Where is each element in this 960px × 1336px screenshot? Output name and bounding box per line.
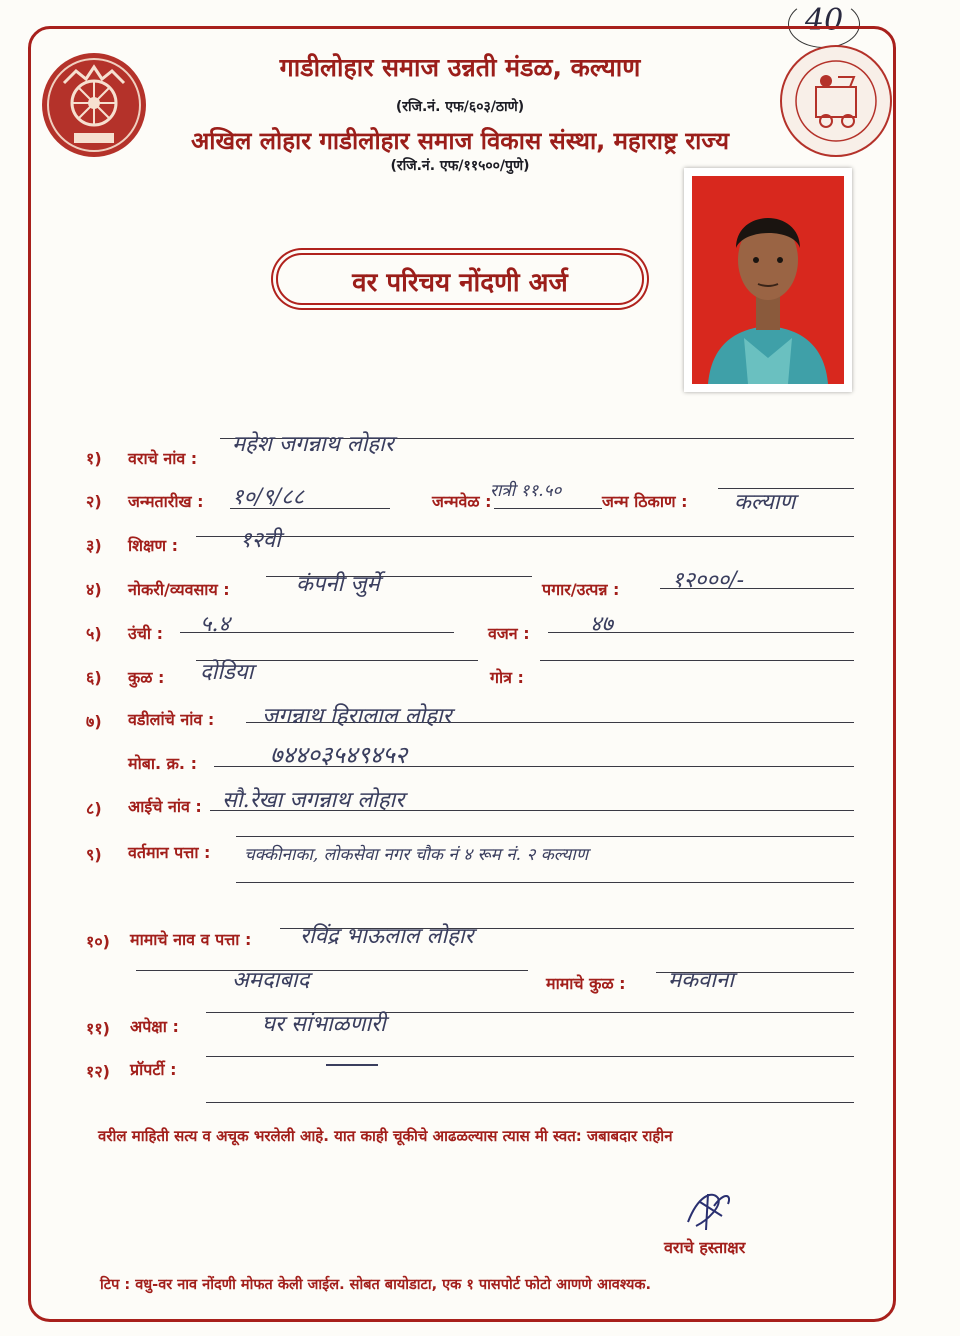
gotra-label: गोत्र : [490, 668, 524, 687]
field2-number: २) [86, 492, 102, 511]
left-logo-seal [42, 53, 146, 157]
field8-number: ८) [86, 799, 102, 818]
groom-signature-icon [678, 1186, 738, 1234]
maternal-uncle-address-line [136, 970, 528, 971]
maternal-uncle-address-value: अमदाबाद [232, 968, 310, 993]
birthdate-label: जन्मतारीख : [128, 492, 204, 511]
field1-label: वराचे नांव : [128, 449, 198, 468]
father-name-value: जगन्नाथ हिरालाल लोहार [262, 704, 452, 729]
expectation-label: अपेक्षा : [130, 1017, 179, 1036]
occupation-value: कंपनी जुर्मे [296, 572, 380, 597]
weight-label: वजन : [488, 624, 530, 643]
field3-number: ३) [86, 536, 102, 555]
form-title: वर परिचय नोंदणी अर्ज [352, 268, 568, 298]
stamp-number: 40 [805, 3, 844, 38]
birth-time-value: रात्री ११.५० [490, 481, 562, 501]
birthdate-value: १०/९/८८ [232, 485, 305, 510]
signature-label: वराचे हस्ताक्षर [664, 1238, 746, 1257]
address-line-1 [236, 836, 854, 837]
father-name-label: वडीलांचे नांव : [128, 710, 215, 729]
maternal-uncle-label: मामाचे नाव व पत्ता : [130, 930, 252, 949]
maternal-clan-label: मामाचे कुळ : [546, 974, 626, 993]
birth-time-label: जन्मवेळ : [432, 492, 492, 511]
samaj-emblem-icon [782, 47, 890, 155]
field12-number: १२) [86, 1062, 110, 1081]
groom-passport-photo [684, 168, 852, 392]
occupation-label: नोकरी/व्यवसाय : [128, 580, 230, 599]
height-value: ५.४ [200, 612, 230, 637]
field1-number: १) [86, 449, 102, 468]
education-label: शिक्षण : [128, 536, 179, 555]
form-title-box [276, 253, 644, 305]
birth-time-line [494, 508, 602, 509]
org1-title: गाडीलोहार समाज उन्नती मंडळ, कल्याण [279, 53, 641, 82]
gotra-line [540, 660, 854, 661]
mother-name-label: आईचे नांव : [128, 797, 202, 816]
salary-label: पगार/उत्पन्न : [542, 580, 620, 599]
birth-place-label: जन्म ठिकाण : [602, 492, 688, 511]
clan-label: कुळ : [128, 668, 165, 687]
address-label: वर्तमान पत्ता : [128, 843, 211, 862]
clan-value: दोडिया [200, 660, 254, 685]
address-value: चक्कीनाका, लोकसेवा नगर चौक नं ४ रूम नं. २ कल्याण [244, 845, 589, 865]
field5-number: ५) [86, 624, 102, 643]
person-photo-icon [684, 168, 852, 392]
org2-title: अखिल लोहार गाडीलोहार समाज विकास संस्था, महाराष्ट्र राज्य [190, 127, 730, 155]
org2-registration: (रजि.नं. एफ/११५००/पुणे) [390, 158, 530, 174]
declaration-text: वरील माहिती सत्य व अचूक भरलेली आहे. यात काही चूकीचे आढळल्यास त्यास मी स्वत: जबाबदार राहीन [98, 1127, 673, 1145]
org1-registration: (रजि.नं. एफ/६०३/ठाणे) [395, 99, 525, 115]
field7-number: ७) [86, 712, 102, 731]
property-line-2 [206, 1102, 854, 1103]
field6-number: ६) [86, 668, 102, 687]
weight-value: ४७ [590, 612, 613, 637]
field10-number: १०) [86, 932, 110, 951]
birth-place-value: कल्याण [734, 490, 796, 515]
education-value: १२वी [240, 528, 281, 553]
field9-number: ९) [86, 845, 102, 864]
mother-name-value: सौ.रेखा जगन्नाथ लोहार [222, 788, 405, 813]
wheel-emblem-icon [42, 53, 146, 157]
right-logo-seal [780, 45, 892, 157]
expectation-value: घर सांभाळणारी [262, 1012, 386, 1037]
maternal-uncle-value: रविंद्र भाऊलाल लोहार [300, 924, 474, 949]
maternal-clan-value: मकवाना [668, 968, 734, 993]
salary-value: १२०००/- [672, 568, 745, 593]
education-line [196, 536, 854, 537]
height-label: उंची : [128, 624, 164, 643]
property-dash-stroke [326, 1064, 378, 1066]
address-line-2 [236, 882, 854, 883]
property-line-1 [206, 1056, 854, 1057]
field4-number: ४) [86, 580, 102, 599]
property-label: प्रॉपर्टी : [130, 1060, 177, 1079]
field11-number: ११) [86, 1019, 110, 1038]
mobile-value: ७४४०३५४९४५२ [270, 741, 408, 769]
footer-tip: टिप : वधु-वर नाव नोंदणी मोफत केली जाईल. सोबत बायोडाटा, एक १ पासपोर्ट फोटो आणणे आवश्यक. [100, 1277, 652, 1293]
mobile-label: मोबा. क्र. : [128, 754, 197, 773]
groom-name-value: महेश जगन्नाथ लोहार [232, 432, 394, 457]
